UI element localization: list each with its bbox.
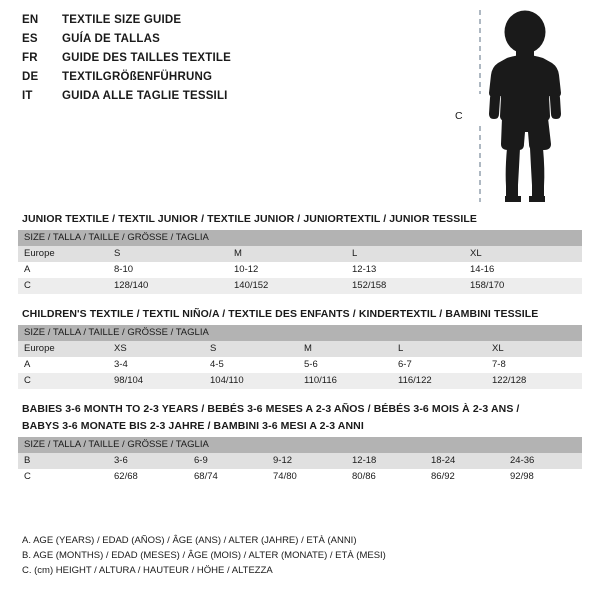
cell: 80/86 [346, 469, 425, 485]
cell: 128/140 [108, 278, 228, 294]
cell: 4-5 [204, 357, 298, 373]
cell: 110/116 [298, 373, 392, 389]
header-lang-it: IT [22, 90, 33, 102]
cell: 5-6 [298, 357, 392, 373]
header-row [22, 33, 442, 52]
header-row [22, 90, 442, 109]
cell: 3-4 [108, 357, 204, 373]
cell: L [346, 246, 464, 262]
section-title-babies-line2: BABYS 3-6 MONATE BIS 2-3 JAHRE / BAMBINI 3-6 MESI A 2-3 ANNI [22, 420, 364, 432]
table-row [18, 262, 582, 278]
header-lang-en: EN [22, 14, 39, 26]
cell: 7-8 [486, 357, 582, 373]
cell: 68/74 [188, 469, 267, 485]
cell: 3-6 [108, 453, 188, 469]
cell: L [392, 341, 486, 357]
table-row [18, 357, 582, 373]
cell: M [298, 341, 392, 357]
cell: 6-9 [188, 453, 267, 469]
child-silhouette-figure [450, 6, 595, 206]
cell: 62/68 [108, 469, 188, 485]
table-babies [18, 437, 582, 485]
cell: 8-10 [108, 262, 228, 278]
cell: 140/152 [228, 278, 346, 294]
header-title-fr: GUIDE DES TAILLES TEXTILE [62, 52, 231, 64]
header-title-es: GUÍA DE TALLAS [62, 33, 160, 45]
band-label-junior: SIZE / TALLA / TAILLE / GRÖSSE / TAGLIA [18, 230, 582, 246]
cell: 14-16 [464, 262, 582, 278]
cell: 18-24 [425, 453, 504, 469]
section-title-junior: JUNIOR TEXTILE / TEXTIL JUNIOR / TEXTILE JUNIOR / JUNIORTEXTIL / JUNIOR TESSILE [22, 213, 477, 225]
band-label-children: SIZE / TALLA / TAILLE / GRÖSSE / TAGLIA [18, 325, 582, 341]
cell: 116/122 [392, 373, 486, 389]
header-lang-es: ES [22, 33, 38, 45]
toddler-silhouette-shape [489, 11, 561, 203]
cell: 98/104 [108, 373, 204, 389]
cell: 158/170 [464, 278, 582, 294]
cell: 74/80 [267, 469, 346, 485]
legend-line-a: A. AGE (YEARS) / EDAD (AÑOS) / ÂGE (ANS) / ALTER (JAHRE) / ETÀ (ANNI) [22, 535, 357, 546]
header-row [22, 14, 442, 33]
header-language-titles [22, 14, 442, 109]
row-label: B [18, 453, 108, 469]
height-measure-label: C [455, 110, 463, 122]
cell: 12-18 [346, 453, 425, 469]
size-tables [18, 213, 582, 499]
header-row [22, 52, 442, 71]
table-children [18, 325, 582, 389]
table-row [18, 230, 582, 246]
header-title-it: GUIDA ALLE TAGLIE TESSILI [62, 90, 228, 102]
cell: XL [486, 341, 582, 357]
cell: 152/158 [346, 278, 464, 294]
table-row [18, 469, 582, 485]
cell: XS [108, 341, 204, 357]
header-lang-fr: FR [22, 52, 38, 64]
cell: XL [464, 246, 582, 262]
legend-line-b: B. AGE (MONTHS) / EDAD (MESES) / ÂGE (MOIS) / ALTER (MONATE) / ETÀ (MESI) [22, 550, 386, 561]
row-label: C [18, 373, 108, 389]
header-title-de: TEXTILGRÖßENFÜHRUNG [62, 71, 213, 83]
table-row [18, 373, 582, 389]
row-label: A [18, 262, 108, 278]
cell: 24-36 [504, 453, 582, 469]
cell: 86/92 [425, 469, 504, 485]
table-row [18, 341, 582, 357]
cell: 92/98 [504, 469, 582, 485]
section-title-children: CHILDREN'S TEXTILE / TEXTIL NIÑO/A / TEXTILE DES ENFANTS / KINDERTEXTIL / BAMBINI TESSILE [22, 308, 539, 320]
table-row [18, 437, 582, 453]
cell: M [228, 246, 346, 262]
header-title-en: TEXTILE SIZE GUIDE [62, 14, 182, 26]
cell: 9-12 [267, 453, 346, 469]
band-label-babies: SIZE / TALLA / TAILLE / GRÖSSE / TAGLIA [18, 437, 582, 453]
cell: 122/128 [486, 373, 582, 389]
header-row [22, 71, 442, 90]
table-row [18, 325, 582, 341]
table-row [18, 453, 582, 469]
table-row [18, 246, 582, 262]
row-label: Europe [18, 341, 108, 357]
cell: 12-13 [346, 262, 464, 278]
row-label: A [18, 357, 108, 373]
cell: S [108, 246, 228, 262]
table-row [18, 278, 582, 294]
cell: 104/110 [204, 373, 298, 389]
cell: S [204, 341, 298, 357]
row-label: Europe [18, 246, 108, 262]
row-label: C [18, 278, 108, 294]
cell: 6-7 [392, 357, 486, 373]
header-lang-de: DE [22, 71, 39, 83]
legend-line-c: C. (cm) HEIGHT / ALTURA / HAUTEUR / HÖHE / ALTEZZA [22, 565, 273, 576]
section-title-babies-line1: BABIES 3-6 MONTH TO 2-3 YEARS / BEBÉS 3-6 MESES A 2-3 AÑOS / BÉBÉS 3-6 MOIS À 2-3 ANS / [22, 403, 520, 415]
row-label: C [18, 469, 108, 485]
legend-notes [22, 533, 582, 578]
table-junior [18, 230, 582, 294]
cell: 10-12 [228, 262, 346, 278]
